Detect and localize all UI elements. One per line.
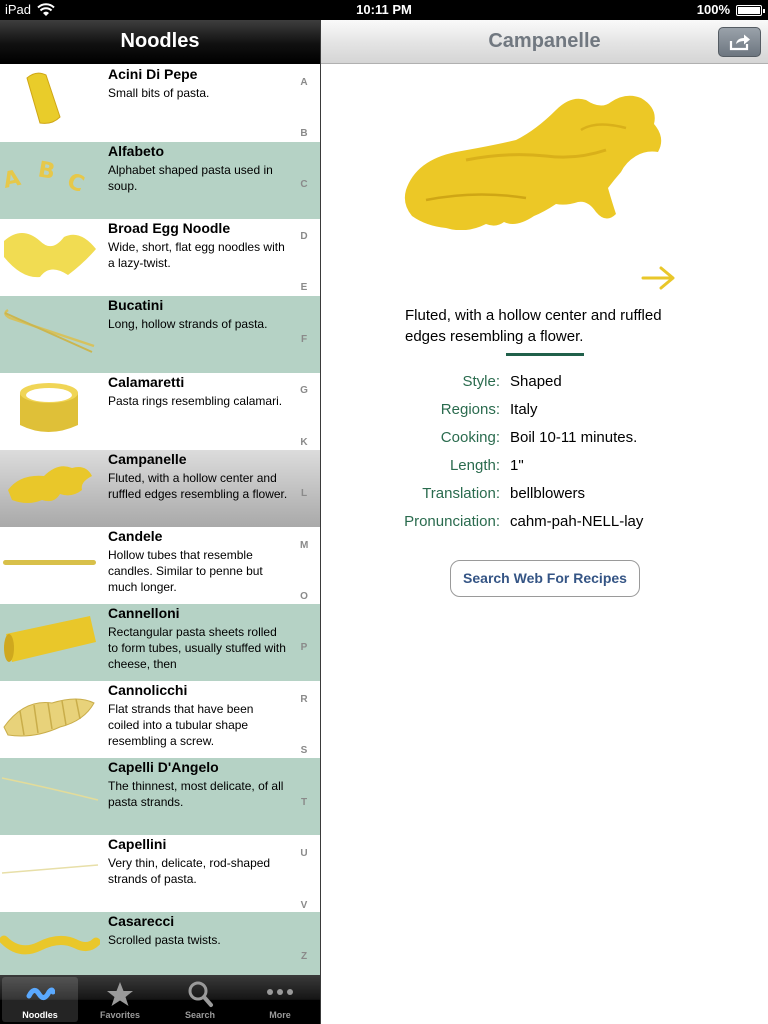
index-letter[interactable]: L (300, 488, 308, 499)
item-description: Fluted, with a hollow center and ruffled edges resembling a flower. (108, 471, 288, 501)
property-value: bellblowers (510, 485, 586, 502)
broad-egg-noodle-thumbnail (0, 219, 100, 296)
tab-bar (0, 975, 320, 1024)
property-value: Italy (510, 401, 538, 418)
status-bar (0, 0, 768, 20)
item-title: Bucatini (108, 297, 164, 313)
more-icon (265, 980, 295, 1008)
list-item[interactable] (0, 219, 320, 296)
property-value: cahm-pah-NELL-lay (510, 513, 644, 530)
index-letter[interactable]: E (300, 282, 308, 293)
battery-percent: 100% (696, 2, 730, 17)
calamaretti-thumbnail (0, 373, 100, 450)
next-arrow-icon[interactable] (641, 264, 677, 292)
item-description: Rectangular pasta sheets rolled to form tubes, usually stuffed with cheese, then (108, 625, 286, 671)
tab-favorites[interactable] (82, 977, 158, 1022)
property-value: 1" (510, 457, 524, 474)
campanelle-thumbnail (0, 450, 100, 527)
item-title: Capelli D'Angelo (108, 759, 219, 775)
svg-text:B: B (36, 157, 57, 185)
property-row-translation (321, 485, 768, 505)
noodle-icon (25, 980, 55, 1008)
list-item[interactable] (0, 373, 320, 450)
property-row-pronunciation (321, 513, 768, 533)
index-letter[interactable]: D (300, 231, 308, 242)
list-item[interactable] (0, 835, 320, 912)
property-value: Boil 10-11 minutes. (510, 429, 638, 446)
casarecci-thumbnail (0, 912, 100, 975)
cannolicchi-thumbnail (0, 681, 100, 758)
detail-title: Campanelle (321, 20, 768, 64)
index-letter[interactable]: B (300, 128, 308, 139)
tab-search[interactable] (162, 977, 238, 1022)
bucatini-thumbnail (0, 296, 100, 373)
tab-label: Noodles (22, 1010, 58, 1020)
index-letter[interactable]: A (300, 77, 308, 88)
item-description: The thinnest, most delicate, of all pasta strands. (108, 779, 284, 809)
property-row-cooking (321, 429, 768, 449)
property-key: Length: (449, 457, 500, 474)
item-description: Small bits of pasta. (108, 86, 210, 100)
property-row-length (321, 457, 768, 477)
item-description: Flat strands that have been coiled into a tubular shape resembling a screw. (108, 702, 254, 748)
property-key: Cooking: (440, 429, 500, 446)
property-key: Regions: (440, 401, 500, 418)
svg-text:A: A (1, 165, 23, 194)
search-icon (185, 980, 215, 1008)
index-letter[interactable]: P (300, 642, 308, 653)
property-key: Pronunciation: (404, 513, 500, 530)
carrier-label: iPad (5, 2, 32, 17)
clock: 10:11 PM (356, 2, 412, 17)
list-item[interactable] (0, 912, 320, 975)
index-letter[interactable]: S (300, 745, 308, 756)
list-item[interactable] (0, 296, 320, 373)
tab-label: Favorites (99, 1010, 141, 1020)
property-key: Style: (462, 373, 500, 390)
item-title: Cannelloni (108, 605, 180, 621)
index-letter[interactable]: F (300, 334, 308, 345)
list-item[interactable] (0, 65, 320, 142)
share-button[interactable] (718, 27, 761, 57)
property-row-style (321, 373, 768, 393)
search-recipes-button[interactable]: Search Web For Recipes (450, 560, 640, 597)
property-key: Translation: (422, 485, 500, 502)
candele-thumbnail (0, 527, 100, 604)
tab-noodles[interactable] (2, 977, 78, 1022)
index-letter[interactable]: Z (300, 951, 308, 962)
item-title: Candele (108, 528, 163, 544)
item-description: Very thin, delicate, rod-shaped strands of pasta. (108, 856, 271, 886)
campanelle-hero-image (396, 90, 686, 230)
list-item[interactable] (0, 758, 320, 835)
item-description: Long, hollow strands of pasta. (108, 317, 268, 331)
item-description: Pasta rings resembling calamari. (108, 394, 283, 408)
index-letter[interactable]: C (300, 179, 308, 190)
battery-icon (736, 5, 762, 16)
capelli-dangelo-thumbnail (0, 758, 100, 835)
capellini-thumbnail (0, 835, 100, 912)
alfabeto-thumbnail (0, 142, 100, 219)
noodle-list[interactable] (0, 65, 320, 975)
list-item-selected[interactable] (0, 450, 320, 527)
list-item[interactable] (0, 527, 320, 604)
index-letter[interactable]: K (300, 437, 308, 448)
item-title: Cannolicchi (108, 682, 188, 698)
index-letter[interactable]: O (300, 591, 308, 602)
list-item[interactable] (0, 142, 320, 219)
item-description: Wide, short, flat egg noodles with a lazy-twist. (108, 240, 285, 270)
item-description: Hollow tubes that resemble candles. Similar to penne but much longer. (108, 548, 263, 594)
property-row-regions (321, 401, 768, 421)
share-icon (729, 33, 751, 51)
index-letter[interactable]: T (300, 797, 308, 808)
list-item[interactable] (0, 681, 320, 758)
tab-label: More (269, 1010, 291, 1020)
item-title: Alfabeto (108, 143, 164, 159)
detail-pane (321, 20, 768, 1024)
item-title: Campanelle (108, 451, 187, 467)
noodle-list-pane (0, 20, 320, 1024)
item-title: Calamaretti (108, 374, 185, 390)
list-item[interactable] (0, 604, 320, 681)
item-title: Acini Di Pepe (108, 66, 198, 82)
star-icon (105, 980, 135, 1008)
tab-more[interactable] (242, 977, 318, 1022)
cannelloni-thumbnail (0, 604, 100, 681)
index-letter[interactable]: G (300, 385, 308, 396)
item-title: Broad Egg Noodle (108, 220, 231, 236)
svg-text:C: C (63, 168, 88, 198)
item-description: Alphabet shaped pasta used in soup. (108, 163, 273, 193)
tab-label: Search (184, 1010, 216, 1020)
item-title: Casarecci (108, 913, 175, 929)
index-letter[interactable]: U (300, 848, 308, 859)
accent-divider (506, 353, 584, 356)
property-value: Shaped (510, 373, 562, 390)
detail-summary: Fluted, with a hollow center and ruffled edges resembling a flower. (405, 307, 662, 345)
index-letter[interactable]: R (300, 694, 308, 705)
item-title: Capellini (108, 836, 167, 852)
master-nav-title: Noodles (0, 20, 320, 64)
index-letter[interactable]: M (300, 540, 309, 551)
index-letter[interactable]: V (300, 900, 308, 911)
item-description: Scrolled pasta twists. (108, 933, 221, 947)
acini-di-pepe-thumbnail (0, 65, 100, 142)
